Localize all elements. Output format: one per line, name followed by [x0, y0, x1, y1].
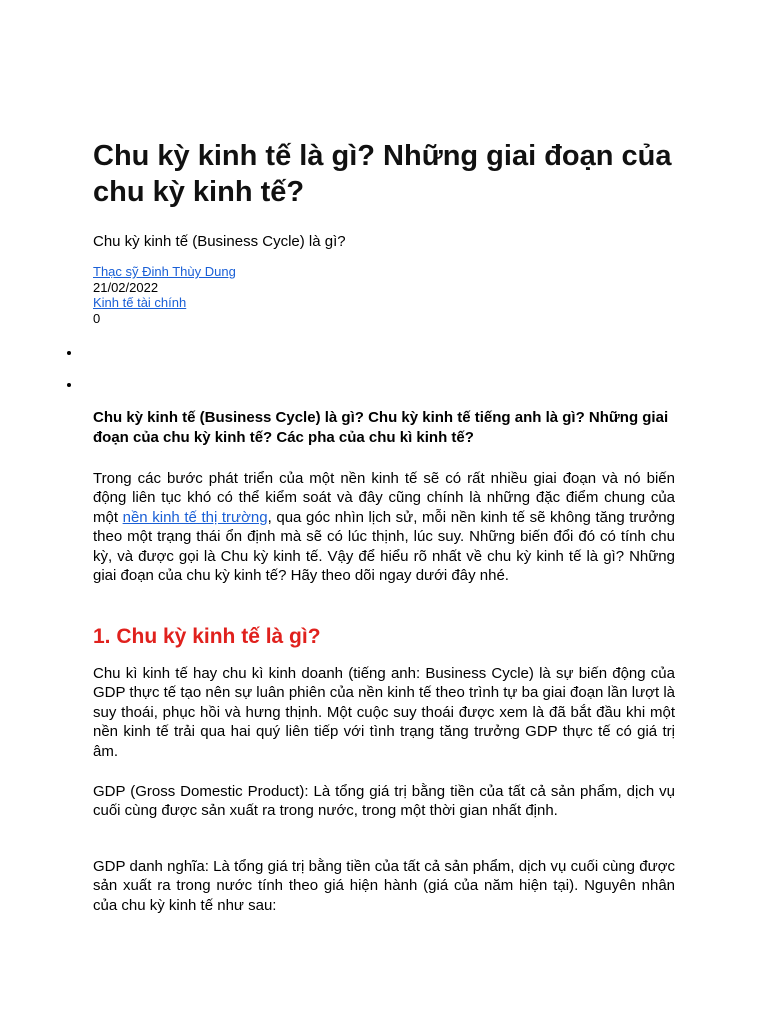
publish-date: 21/02/2022 [93, 279, 159, 295]
intro-text-before: Trong các bước phát triển của một nền kinh tế sẽ có rất nhiều giai đoạn và nó biến động liên tục khó có thể kiểm soát và đây cũng chính là những đặc điểm chung của một [93, 470, 675, 526]
comment-count: 0 [93, 310, 101, 326]
article [93, 138, 675, 914]
market-economy-link[interactable]: nền kinh tế thị trường [122, 508, 268, 526]
category-link[interactable]: Kinh tế tài chính [93, 295, 187, 310]
intro-paragraph [93, 469, 675, 585]
nominal-gdp-paragraph: GDP danh nghĩa: Là tổng giá trị bằng tiền của tất cả sản phẩm, dịch vụ cuối cùng được sản xuất ra trong nước tính theo giá hiện hành (giá của năm hiện tại). Nguyên nhân của chu kỳ kinh tế như sau: [93, 858, 675, 914]
article-title: Chu kỳ kinh tế là gì? Những giai đoạn của chu kỳ kinh tế? [93, 140, 672, 208]
article-lead: Chu kỳ kinh tế (Business Cycle) là gì? Chu kỳ kinh tế tiếng anh là gì? Những giai đoạn của chu kỳ kinh tế? Các pha của chu kì kinh tế? [93, 409, 669, 446]
article-meta [93, 264, 675, 326]
section-heading: 1. Chu kỳ kinh tế là gì? [93, 625, 321, 648]
article-subtitle: Chu kỳ kinh tế (Business Cycle) là gì? [93, 233, 346, 250]
author-link[interactable]: Thạc sỹ Đinh Thùy Dung [93, 264, 236, 279]
intro-text-after: , qua góc nhìn lịch sử, mỗi nền kinh tế sẽ không tăng trưởng theo một trạng thái ổn định mà sẽ có lúc thịnh, lúc suy. Những biến đổi đó có tính chu kỳ, và được gọi là Chu kỳ kinh tế. Vậy để hiểu rõ nhất về chu kỳ kinh tế là gì? Những giai đoạn của chu kỳ kinh tế? Hãy theo dõi ngay dưới đây nhé. [93, 508, 675, 585]
gdp-paragraph: GDP (Gross Domestic Product): Là tổng giá trị bằng tiền của tất cả sản phẩm, dịch vụ cuối cùng được sản xuất ra trong nước, trong một thời gian nhất định. [93, 783, 675, 820]
definition-paragraph: Chu kì kinh tế hay chu kì kinh doanh (tiếng anh: Business Cycle) là sự biến động của GDP thực tế tạo nên sự luân phiên của nền kinh tế theo trình tự ba giai đoạn lần lượt là suy thoái, phục hồi và hưng thịnh. Một cuộc suy thoái được xem là đã bắt đầu khi một nền kinh tế trải qua hai quý liên tiếp với tình trạng tăng trưởng GDP thực tế có giá trị âm. [93, 665, 675, 760]
